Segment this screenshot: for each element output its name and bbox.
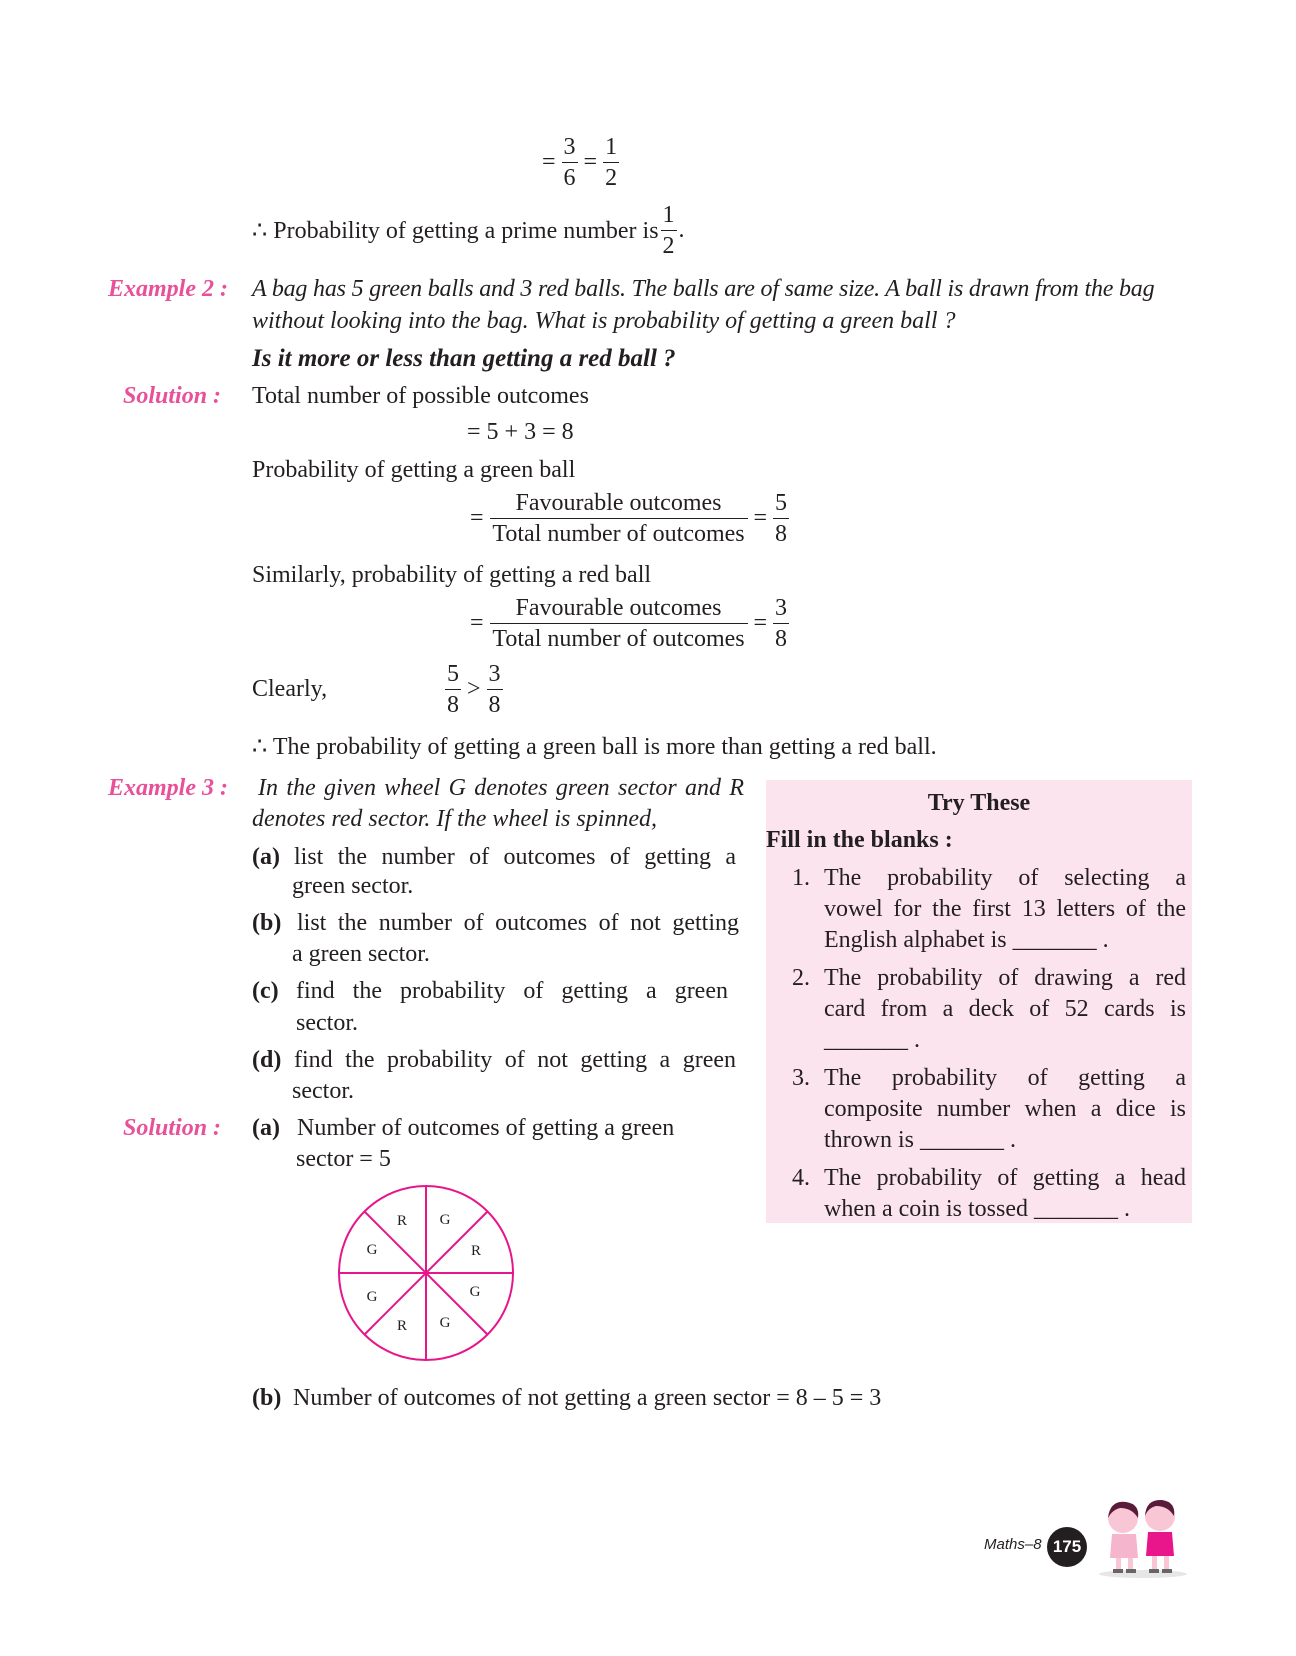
- example-3-question-line: In the given wheel G denotes green sector and R: [258, 775, 744, 801]
- example-2-final: ∴ The probability of getting a green ball is more than getting a red ball.: [252, 734, 937, 760]
- solution-label: Solution :: [123, 1115, 222, 1141]
- try-item-line: _______ .: [824, 1027, 920, 1053]
- fraction: $\frac{3}{6}$: [563, 134, 576, 191]
- prime-conclusion: ∴ Probability of getting a prime number is $\frac{1}{2}$ .: [252, 202, 685, 259]
- wheel-sector-label: R: [396, 1213, 408, 1229]
- solution-line: Similarly, probability of getting a red ball: [252, 562, 652, 588]
- example-2-question-bold: Is it more or less than getting a red ball ?: [252, 345, 676, 372]
- try-item-line: thrown is _______ .: [824, 1127, 1016, 1153]
- wheel-sector-label: G: [439, 1212, 451, 1228]
- try-item-number: 3.: [792, 1065, 810, 1091]
- prime-probability-equation: = $\frac{3}{6}$ = $\frac{1}{2}$: [542, 134, 618, 191]
- solution-label: Solution :: [123, 383, 222, 409]
- example-3-question-line: denotes red sector. If the wheel is spinned,: [252, 806, 658, 832]
- clearly-label: Clearly,: [252, 676, 328, 702]
- example-2-question-line: without looking into the bag. What is probability of getting a green ball ?: [252, 308, 956, 334]
- wheel-sector-label: G: [439, 1315, 451, 1331]
- fraction: $\frac{1}{2}$: [605, 134, 618, 191]
- wheel-sector-label: G: [366, 1242, 378, 1258]
- wheel-sector-label: R: [470, 1243, 482, 1259]
- try-item-line: The probability of getting a head: [824, 1165, 1186, 1191]
- wheel-sector-label: R: [396, 1318, 408, 1334]
- solution-line: Probability of getting a green ball: [252, 457, 576, 483]
- spinner-wheel: [330, 1178, 524, 1372]
- try-item-line: vowel for the first 13 letters of the: [824, 896, 1186, 922]
- green-probability-equation: = $\frac{\text{Favourable outcomes}}{\text{Total number of outcomes}}$ = $\frac{5}{8}$: [470, 490, 788, 547]
- try-item-line: English alphabet is _______ .: [824, 927, 1109, 953]
- page-number: 175: [1047, 1527, 1087, 1567]
- comparison-equation: $\frac{5}{8}$ > $\frac{3}{8}$: [447, 661, 501, 718]
- try-item-line: The probability of drawing a red: [824, 965, 1186, 991]
- try-item-line: The probability of getting a: [824, 1065, 1186, 1091]
- example-2-question-line: A bag has 5 green balls and 3 red balls. The balls are of same size. A ball is drawn from the bag: [252, 276, 1155, 302]
- example-2-label: Example 2 :: [108, 276, 228, 302]
- red-probability-equation: = $\frac{\text{Favourable outcomes}}{\text{Total number of outcomes}}$ = $\frac{3}{8}$: [470, 595, 788, 652]
- try-item-line: composite number when a dice is: [824, 1096, 1186, 1122]
- try-item-number: 4.: [792, 1165, 810, 1191]
- try-item-line: The probability of selecting a: [824, 865, 1186, 891]
- wheel-sector-label: G: [366, 1289, 378, 1305]
- try-these-box: [766, 780, 1192, 1223]
- example-3-label: Example 3 :: [108, 775, 228, 801]
- solution-b-line: Number of outcomes of not getting a green sector = 8 – 5 = 3: [293, 1385, 882, 1411]
- fill-blanks-heading: Fill in the blanks :: [766, 827, 953, 853]
- kids-mascot-illustration: [1096, 1496, 1190, 1580]
- try-these-title: Try These: [927, 790, 1031, 816]
- solution-a-line: Number of outcomes of getting a green: [297, 1115, 675, 1141]
- try-item-number: 2.: [792, 965, 810, 991]
- solution-line: Total number of possible outcomes: [252, 383, 589, 409]
- solution-a-line: sector = 5: [296, 1146, 391, 1172]
- try-item-line: card from a deck of 52 cards is: [824, 996, 1186, 1022]
- try-item-line: when a coin is tossed _______ .: [824, 1196, 1130, 1222]
- book-title: Maths–8: [984, 1536, 1042, 1553]
- wheel-sector-label: G: [469, 1284, 481, 1300]
- solution-line: = 5 + 3 = 8: [467, 419, 574, 445]
- try-item-number: 1.: [792, 865, 810, 891]
